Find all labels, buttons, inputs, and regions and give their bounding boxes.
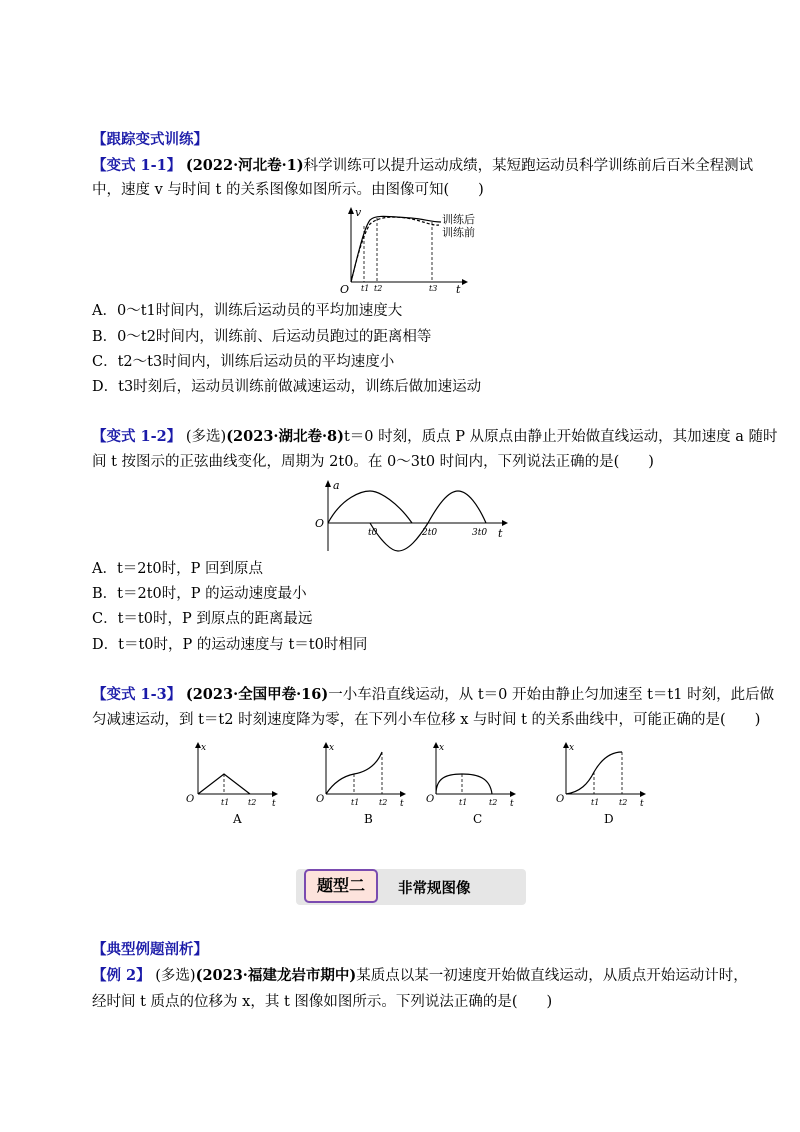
tick-t2: t2 (619, 798, 628, 807)
section-heading-typical-example: 【典型例题剖析】 (92, 941, 208, 958)
question-1-2-line-1 (92, 427, 777, 447)
y-axis-label: v (355, 206, 362, 219)
example-2-line-2: 经时间 t 质点的位移为 x，其 t 图像如图所示。下列说法正确的是( ) (92, 994, 553, 1010)
y-axis-label: x (329, 743, 335, 753)
tick-t2: t2 (489, 798, 498, 807)
y-axis-arrow (348, 207, 354, 214)
option-d: D．t＝t0时，P 的运动速度与 t＝t0时相同 (92, 637, 368, 653)
section-heading-tracking-practice: 【跟踪变式训练】 (92, 131, 208, 148)
tick-t1: t1 (361, 284, 370, 293)
question-text: 一小车沿直线运动，从 t＝0 开始由静止匀加速至 t＝t1 时刻，此后做 (328, 687, 775, 703)
legend-after-training: 训练后 (442, 213, 475, 226)
x-t-graph-a (184, 740, 284, 808)
option-c: C．t2～t3时间内，训练后运动员的平均速度小 (92, 354, 395, 370)
question-text: 科学训练可以提升运动成绩，某短跑运动员科学训练前后百米全程测试 (303, 158, 754, 174)
y-axis-label: a (333, 479, 340, 492)
origin-label: O (186, 794, 195, 805)
question-text: t＝0 时刻，质点 P 从原点由静止开始做直线运动，其加速度 a 随时 (343, 429, 778, 445)
curve (436, 774, 492, 794)
x-axis-label: t (510, 799, 514, 808)
example-2-line-1 (92, 966, 748, 986)
tick-t0: t0 (368, 528, 378, 538)
question-1-3-line-1 (92, 685, 774, 705)
y-axis-arrow (325, 480, 331, 487)
tick-t2: t2 (379, 798, 388, 807)
origin-label: O (315, 517, 325, 530)
graph-b-caption: B (364, 812, 373, 826)
tick-t2: t2 (248, 798, 257, 807)
question-1-1-line-2: 中，速度 v 与时间 t 的关系图像如图所示。由图像可知( ) (92, 182, 484, 198)
graph-c-caption: C (473, 812, 483, 826)
x-axis-label: t (456, 283, 461, 294)
x-axis-label: t (498, 527, 503, 540)
x-t-graph-c (426, 740, 526, 808)
tick-t1: t1 (221, 798, 230, 807)
x-axis-arrow (462, 279, 468, 285)
section-banner-tag: 题型二 (304, 869, 378, 903)
velocity-time-graph (336, 202, 476, 294)
y-axis-label: x (569, 743, 575, 753)
acceleration-time-graph (312, 477, 512, 555)
legend-before-training: 训练前 (442, 226, 475, 239)
question-1-2-line-2: 间 t 按图示的正弦曲线变化，周期为 2t0。在 0～3t0 时间内，下列说法正确的是( ) (92, 454, 654, 470)
option-b: B．t＝2t0时，P 的运动速度最小 (92, 586, 307, 602)
option-c: C．t＝t0时，P 到原点的距离最远 (92, 611, 313, 627)
after-training-curve (351, 216, 441, 282)
option-a: A．t＝2t0时，P 回到原点 (92, 561, 263, 577)
example-text: 某质点以某一初速度开始做直线运动，从质点开始运动计时， (356, 968, 748, 984)
y-axis-label: x (439, 743, 445, 753)
tick-t1: t1 (351, 798, 360, 807)
option-d: D．t3时刻后，运动员训练前做减速运动，训练后做加速运动 (92, 379, 482, 395)
example-multi-select: (多选) (155, 968, 196, 984)
question-tag: 【变式 1-3】 (92, 686, 182, 703)
graph-d-caption: D (604, 812, 614, 826)
x-axis-label: t (400, 799, 404, 808)
tick-t1: t1 (459, 798, 468, 807)
y-axis-label: x (201, 743, 207, 753)
question-1-1-line-1 (92, 156, 753, 176)
x-axis-label: t (272, 799, 276, 808)
example-source: (2023·福建龙岩市期中) (195, 967, 357, 984)
question-1-3-line-2: 匀减速运动，到 t＝t2 时刻速度降为零，在下列小车位移 x 与时间 t 的关系曲线中，可能正确的是( ) (92, 712, 761, 728)
question-source: (2023·全国甲卷·16) (185, 686, 329, 703)
question-tag: 【变式 1-2】 (92, 428, 182, 445)
sine-curve-segment-2 (370, 491, 486, 551)
origin-label: O (426, 794, 435, 805)
x-axis-arrow (502, 520, 508, 526)
tick-t2: t2 (374, 284, 383, 293)
sine-curve-segment-1 (328, 491, 412, 523)
question-source: (2023·湖北卷·8) (226, 428, 344, 445)
option-a: A．0～t1时间内，训练后运动员的平均加速度大 (92, 303, 403, 319)
tick-t3: t3 (429, 284, 438, 293)
question-source: (2022·河北卷·1) (185, 157, 304, 174)
x-t-graph-d (556, 740, 656, 808)
x-axis-label: t (640, 799, 644, 808)
tick-3t0: 3t0 (472, 528, 488, 538)
option-b: B．0～t2时间内，训练前、后运动员跑过的距离相等 (92, 329, 432, 345)
curve (326, 752, 382, 794)
x-t-graph-b (316, 740, 416, 808)
question-multi-select: (多选) (185, 429, 227, 445)
example-tag: 【例 2】 (92, 967, 151, 984)
origin-label: O (340, 283, 350, 294)
origin-label: O (556, 794, 565, 805)
section-banner-title: 非常规图像 (398, 881, 471, 897)
origin-label: O (316, 794, 325, 805)
tick-2t0: 2t0 (422, 528, 438, 538)
question-tag: 【变式 1-1】 (92, 157, 182, 174)
tick-t1: t1 (591, 798, 600, 807)
graph-a-caption: A (233, 812, 242, 826)
